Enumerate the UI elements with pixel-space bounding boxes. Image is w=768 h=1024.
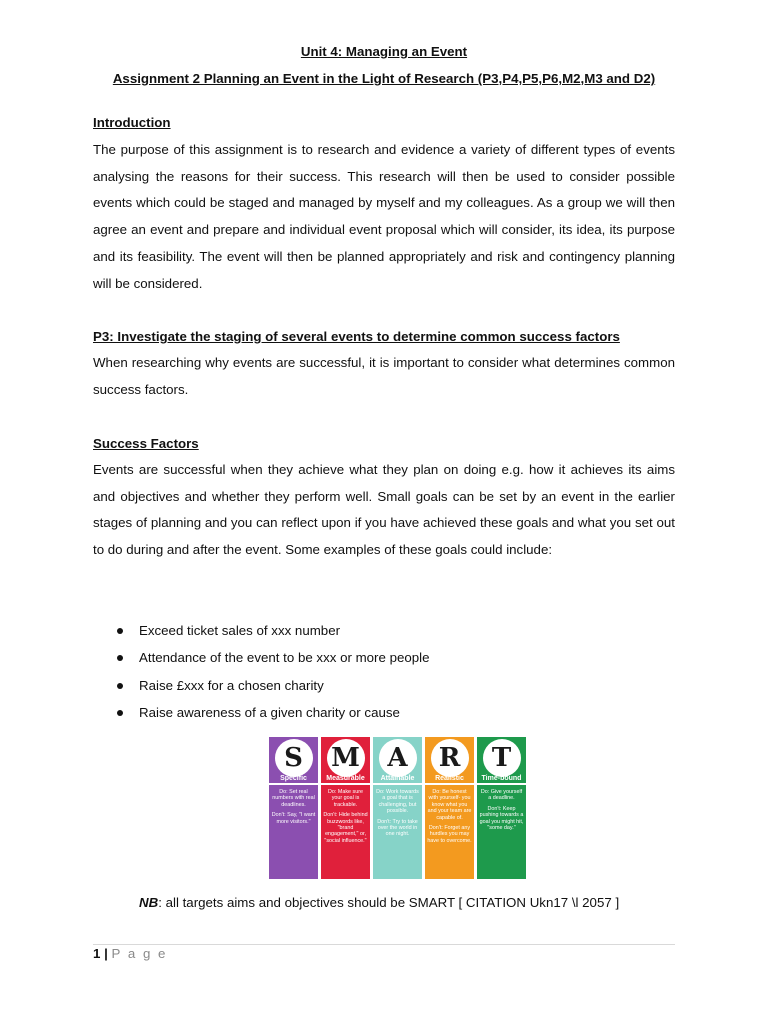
smart-goals-graphic xyxy=(269,737,527,883)
nb-text: : all targets aims and objectives should be SMART [ CITATION Ukn17 \l 2057 ] xyxy=(158,895,620,910)
introduction-paragraph: The purpose of this assignment is to research and evidence a variety of different types of events analysing the reasons for their success. This research will then be used to consider possible events which could be staged and managed by myself and my colleagues. As a group we will then agree an event and prepare and individual event proposal which will consider, its idea, its purpose and its feasibility. The event will then be planned appropriately and risk and contingency planning will be considered. xyxy=(93,142,675,291)
smart-word: Measurable xyxy=(326,775,365,782)
p3-paragraph: When researching why events are successful, it is important to consider what determines common success factors. xyxy=(93,355,675,397)
smart-column-specific xyxy=(269,737,318,883)
smart-letter: S xyxy=(275,739,313,777)
smart-tile xyxy=(321,737,370,783)
list-item xyxy=(93,620,430,647)
smart-panel-text: Don't: Forget any hurdles you may have to overcome. xyxy=(427,825,472,844)
smart-panel-text: Don't: Say, "I want more visitors." xyxy=(271,812,316,825)
smart-column-attainable xyxy=(373,737,422,883)
smart-panel-text: Don't: Try to take over the world in one night. xyxy=(377,818,418,838)
smart-panel xyxy=(425,785,474,879)
smart-panel xyxy=(477,785,526,879)
smart-word: Specific xyxy=(280,775,307,782)
nb-label: NB xyxy=(139,895,159,910)
list-item-text: Attendance of the event to be xxx or more people xyxy=(139,650,430,666)
smart-panel-text: Do: Make sure your goal is trackable. xyxy=(327,789,364,808)
page-label: P a g e xyxy=(111,946,168,961)
smart-tile xyxy=(477,737,526,783)
list-item-text: Raise awareness of a given charity or cause xyxy=(139,704,400,720)
nb-note xyxy=(139,895,619,910)
list-item-text: Exceed ticket sales of xxx number xyxy=(139,623,341,638)
p3-heading: P3: Investigate the staging of several events to determine common success factors xyxy=(93,329,620,344)
smart-panel xyxy=(321,785,370,879)
smart-word: Realistic xyxy=(435,775,464,782)
smart-letter: T xyxy=(483,739,521,777)
smart-panel-text: Do: Be honest with yourself- you know what you and your team are capable of. xyxy=(427,789,472,821)
smart-panel-text: Don't: Hide behind buzzwords like, "brand engagement," or, "social influence." xyxy=(323,812,368,844)
smart-tile xyxy=(269,737,318,783)
smart-panel xyxy=(269,785,318,879)
goals-list xyxy=(93,620,430,729)
page-footer xyxy=(93,946,167,961)
bullet-icon xyxy=(117,628,123,634)
smart-word: Attainable xyxy=(380,775,415,782)
smart-panel-text: Do: Set real numbers with real deadlines. xyxy=(272,789,315,808)
page-number: 1 xyxy=(93,946,101,961)
smart-panel xyxy=(373,785,422,879)
smart-column-time-bound xyxy=(477,737,526,883)
list-item-text: Raise £xxx for a chosen charity xyxy=(139,677,324,693)
footer-divider xyxy=(93,944,675,945)
list-item xyxy=(93,702,430,729)
footer-separator: | xyxy=(104,946,108,961)
smart-word: Time-bound xyxy=(481,775,522,782)
bullet-icon xyxy=(117,655,123,661)
list-item xyxy=(93,675,430,702)
smart-letter: A xyxy=(379,739,417,777)
smart-panel-text: Do: Work towards a goal that is challenging, but possible. xyxy=(376,789,419,815)
success-factors-heading: Success Factors xyxy=(93,436,199,451)
smart-panel-text: Don't: Keep pushing towards a goal you might hit, "some day." xyxy=(479,805,524,832)
unit-title: Unit 4: Managing an Event xyxy=(300,44,468,59)
smart-letter: R xyxy=(431,739,469,777)
bullet-icon xyxy=(117,683,123,689)
smart-panel-text: Do: Give yourself a deadline. xyxy=(480,789,523,802)
smart-letter: M xyxy=(327,739,365,777)
smart-tile xyxy=(425,737,474,783)
introduction-heading: Introduction xyxy=(93,115,171,130)
smart-column-measurable xyxy=(321,737,370,883)
success-factors-paragraph: Events are successful when they achieve what they plan on doing e.g. how it achieves its aims and objectives and whether they perform well. Small goals can be set by an event in the earlier stages of planning and you can reflect upon if you have achieved these goals and what you set out to do during and after the event. Some examples of these goals could include: xyxy=(93,462,675,558)
smart-column-realistic xyxy=(425,737,474,883)
assignment-title: Assignment 2 Planning an Event in the Light of Research (P3,P4,P5,P6,M2,M3 and D2) xyxy=(112,71,656,86)
list-item xyxy=(93,647,430,674)
bullet-icon xyxy=(117,710,123,716)
smart-tile xyxy=(373,737,422,783)
